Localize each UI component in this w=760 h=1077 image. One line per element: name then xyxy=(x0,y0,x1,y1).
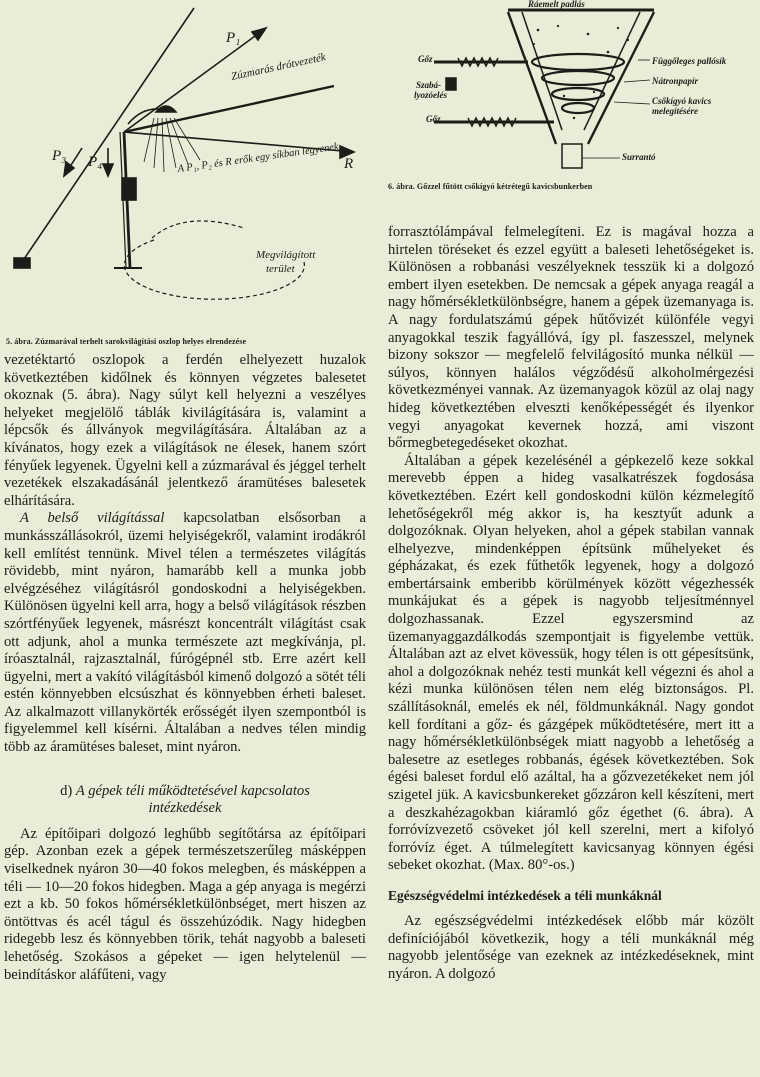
section-d-title-2 xyxy=(4,800,366,818)
figure-5 xyxy=(4,0,366,352)
right-paragraph-1: forrasztólámpával felmelegíteni. Ez is magával hozza a hirtelen töréseket és ezzel együtt a baleseti lehetőségeket is. Különösen a robbanási veszélyeknek tesszük ki a dolgozó embert ilyen esetekben. De nemcsak a gépek anyaga reagál a nagy hőmérsékletkülönbségre, hanem a gépek üzemanyaga is. A nagy fordulatszámú gépek hűtővizét különféle vegyi anyagokkal teszik fagyállóvá, így pl. faszesszel, melynek bizony sokszor — megfelelő felvilágosító munka nélkül — súlyos, könnyen halálos végződésű alkoholmérgezési következményei vannak. Az üzemanyagok közül az olaj nagy hideg következtében elveszti kenőképességét és ilyenkor vegyi anyagokat kevernek hozzá, ami viszont bőrmegbetegedéseket okozhat. xyxy=(388,224,754,452)
section-d-title xyxy=(4,783,366,801)
label-coil-1: Csőkígyó kavics xyxy=(652,96,712,106)
figure-5-drawing xyxy=(4,0,366,335)
section-d-line1: A gépek téli működtetésével kapcsolatos xyxy=(75,782,310,799)
label-forces: A P₁, P₂ és R erők egy síkban legyenek xyxy=(176,141,340,175)
left-column xyxy=(4,0,366,984)
label-paper: Nátronpapír xyxy=(652,76,699,86)
label-area-1: Megvilágított xyxy=(256,249,316,261)
figure-6-caption: 6. ábra. Gőzzel fűtött csőkígyó kétrétegű kavicsbunkerben xyxy=(388,182,593,191)
label-p1: P₁ xyxy=(226,30,241,46)
left-paragraph-2-emphasis: A belső világítással xyxy=(20,510,165,527)
left-paragraph-1: vezetéktartó oszlopok a ferdén elhelyezett huzalok következtében kidőlnek és könnyen végzetes balesetet okoznak (5. ábra). Nagy súlyt kell helyezni a veszélyes helyeket megjelölő táblák kivilágítására is, valamint a lépcsők és állványok megvilágítására. Általában az a kívánatos, hogy ezek a világítások ne élesek, hanem szórt fényűek legyenek. Ügyelni kell a zúzmarával és jéggel terhelt vezetékek elszakadásánál jelentkező áramütéses balesetek elhárítására. xyxy=(4,352,366,509)
label-plank: Függőleges pallósík xyxy=(652,56,727,66)
label-chute: Surrantó xyxy=(622,152,656,162)
label-p3: P₃ xyxy=(52,148,67,164)
label-valve-1: Szabá- xyxy=(416,80,442,90)
figure-5-caption: 5. ábra. Zúzmarával terhelt sarokvilágítási oszlop helyes elrendezése xyxy=(6,337,247,346)
section-health-heading: Egészségvédelmi intézkedések a téli munkáknál xyxy=(388,887,662,903)
label-gas-top: Gőz xyxy=(418,54,433,64)
left-paragraph-3: Az építőipari dolgozó leghűbb segítőtársa az építőipari gép. Azonban ezek a gépek természetszerűleg másképpen viselkednek nyáron 30—40 fokos melegben, és másképpen a téli — 10—20 fokos hidegben. Maga a gép anyaga is megérzi ezt a kb. 50 fokos hőmérsékletkülönbséget, mert hiszen az öntöttvas és acél tágul és összehúzódik. Nagy hidegben ridegebb lesz és könnyebben törik, tehát nagyobb a baleseti lehetőség. Szokásos a gépeket — igen helytelenül — beindításkor aláfűteni, vagy xyxy=(4,825,366,983)
label-wire: Zúzmarás drótvezeték xyxy=(230,51,327,83)
left-paragraph-2 xyxy=(4,510,366,756)
figure-6-drawing xyxy=(388,0,754,180)
section-d-prefix: d) xyxy=(60,782,76,799)
label-area-2: terület xyxy=(266,263,295,275)
label-coil-2: melegítésére xyxy=(652,106,698,116)
right-column xyxy=(388,0,754,983)
left-paragraph-2-body: kapcsolatban elsősorban a munkásszállásokról, üzemi helyiségekről, valamint irodákról kell említést tennünk. Mivel télen a természetes világítás rövidebb, mint nyáron, hamarább kell a munka jobb elvégzéséhez világításról gondoskodni a helyiségekben. Különösen ügyelni kell arra, hogy a belső világítások részben szórtfényűek legyenek, másrészt koncentrált világítást csak ott adjunk, ahol a munka természete azt megkívánja, pl. íróasztalnál, rajzasztalnál, fúrógépnél stb. Erre azért kell ügyelni, mert a vakító világításból kimenő dolgozó a sötét téli estén könnyebben elcsúszhat és könnyebben érheti baleset. Az alkalmazott villanykörték erősségét ilyen szempontból is figyelemmel kell kísérni. Általában a nedves télen mindig több az áramütéses baleset, mint nyáron. xyxy=(4,510,366,756)
section-d-line2: intézkedések xyxy=(148,800,222,817)
label-cover: Ráemelt padlás xyxy=(528,0,585,9)
label-valve-2: lyozóelés xyxy=(414,90,447,100)
label-r: R xyxy=(344,156,354,172)
label-p4: P₄ xyxy=(88,154,103,170)
right-paragraph-3: Az egészségvédelmi intézkedések előbb már közölt definíciójából következik, hogy a téli munkáknál még nagyobb jelentősége van ezeknek az intézkedéseknek, mint nyáron. A dolgozó xyxy=(388,912,754,982)
right-paragraph-2: Általában a gépek kezelésénél a gépkezelő keze sokkal merevebb éppen a hideg vasalkatrészek fogdosása következtében. Ezért kell gondoskodni külön kézmelegítő lehetőségekről még akkor is, ha kesztyűt adunk a dolgozóknak. Olyan helyeken, ahol a gépek stabilan vannak elhelyezve, mindenképpen építsünk műhelyeket és gépházakat, és ezek fűthetők legyenek, hogy a dolgozó embertársaink emberibb körülmények között végezhessék munkájukat és a gépek is nagyobb teljesítménnyel dolgozhassanak. Ezzel egyszersmind az üzemanyaggazdálkodás szempontjait is figyelembe vettük. Általában azt az elvet kövessük, hogy télen is ott gépesítsünk, ahol a dolgozóknak nehéz testi munkát kell végezni és ahol a kézi munka különösen télen nem elég biztonságos. Pl. szállításoknál, emelés ek nél, földmunkáknál. Nagy gondot kell fordítani a gőz- és gázgépek működtetésére, mert itt a nagy hőmérsékletkülönbségek miatt nagyobb a lehetőség a balesetre az esetleges robbanás, égések következtében. Sok égési baleset fordul elő azáltal, ha a gőzvezetékeket nem jól szigetel jük. A kavicsbunkereket gőzzáron kell készíteni, mert a deszkahézagokban kiáramló gőz égethet (6. ábra). A forróvízvezető csöveket jól kell szerelni, mert a kifolyó forróvíz éget. A túlmelegített kavicsanyag könnyen égési sebeket okozhat. (Max. 80°-os.) xyxy=(388,452,754,874)
figure-6 xyxy=(388,0,754,212)
label-gas-bottom: Gőz xyxy=(426,114,441,124)
